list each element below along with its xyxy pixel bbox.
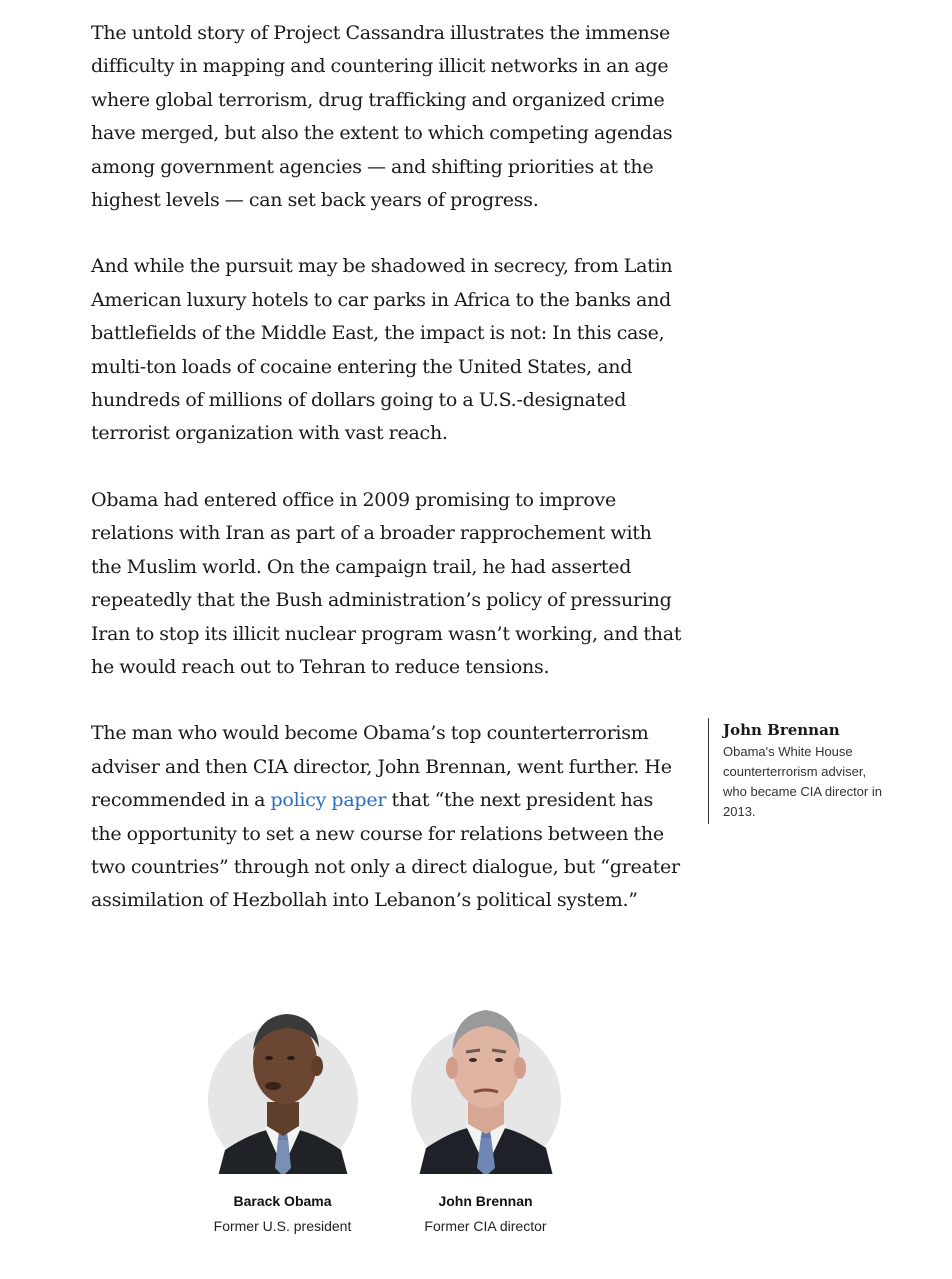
sidenote-line: Obama's White House xyxy=(723,744,853,759)
paragraph-3 xyxy=(91,484,682,684)
brennan-portrait-image xyxy=(410,990,562,1174)
sidenote-line: who became CIA director in xyxy=(723,784,882,799)
person-name: John Brennan xyxy=(438,1193,533,1209)
text-line: American luxury hotels to car parks in Africa to the banks and xyxy=(91,288,671,311)
text-line: difficulty in mapping and countering illicit networks in an age xyxy=(91,55,669,78)
article-body xyxy=(91,17,682,951)
text-line: multi-ton loads of cocaine entering the United States, and xyxy=(91,355,633,378)
text-line: repeatedly that the Bush administration’s policy of pressuring xyxy=(91,589,672,612)
text-line: among government agencies — and shifting priorities at the xyxy=(91,155,654,178)
sidenote-line: 2013. xyxy=(723,804,756,819)
text-line: And while the pursuit may be shadowed in secrecy, from Latin xyxy=(91,255,673,278)
text-line: Iran to stop its illicit nuclear program wasn’t working, and that xyxy=(91,622,682,645)
person-role: Former U.S. president xyxy=(213,1218,352,1234)
text-line: two countries” through not only a direct dialogue, but “greater xyxy=(91,855,680,878)
text-line: assimilation of Hezbollah into Lebanon’s political system.” xyxy=(91,889,638,912)
text-line: the Muslim world. On the campaign trail, he had asserted xyxy=(91,555,632,578)
person-card-obama xyxy=(195,990,370,1236)
text-line: where global terrorism, drug trafficking and organized crime xyxy=(91,88,665,111)
policy-paper-link[interactable]: policy paper xyxy=(270,789,387,812)
sidenote-line: counterterrorism adviser, xyxy=(723,764,867,779)
text-line: battlefields of the Middle East, the impact is not: In this case, xyxy=(91,322,665,345)
paragraph-1 xyxy=(91,17,671,217)
text-line: highest levels — can set back years of progress. xyxy=(91,189,539,212)
text-line: the opportunity to set a new course for relations between the xyxy=(91,822,664,845)
text-line: he would reach out to Tehran to reduce tensions. xyxy=(91,655,550,678)
text-line: The man who would become Obama’s top counterterrorism xyxy=(91,722,649,745)
people-strip xyxy=(195,990,573,1236)
text-segment: that “the next president has xyxy=(386,789,654,812)
text-line: have merged, but also the extent to which competing agendas xyxy=(91,122,673,145)
sidenote-john-brennan xyxy=(708,718,913,824)
text-line: hundreds of millions of dollars going to a U.S.-designated xyxy=(91,389,627,412)
person-card-brennan xyxy=(398,990,573,1236)
text-line: adviser and then CIA director, John Brennan, went further. He xyxy=(91,755,672,778)
person-name: Barack Obama xyxy=(233,1193,332,1209)
person-role: Former CIA director xyxy=(424,1218,547,1234)
paragraph-2 xyxy=(91,250,671,450)
sidenote-description xyxy=(723,742,913,822)
text-line: The untold story of Project Cassandra illustrates the immense xyxy=(91,22,670,44)
text-line: relations with Iran as part of a broader rapprochement with xyxy=(91,522,652,545)
obama-portrait-image xyxy=(207,990,359,1174)
text-line: Obama had entered office in 2009 promising to improve xyxy=(91,488,617,511)
text-segment: recommended in a xyxy=(91,789,271,812)
text-line: terrorist organization with vast reach. xyxy=(91,422,448,445)
sidenote-name: John Brennan xyxy=(723,721,840,739)
text-line-with-link xyxy=(91,784,671,817)
paragraph-4 xyxy=(91,717,680,917)
